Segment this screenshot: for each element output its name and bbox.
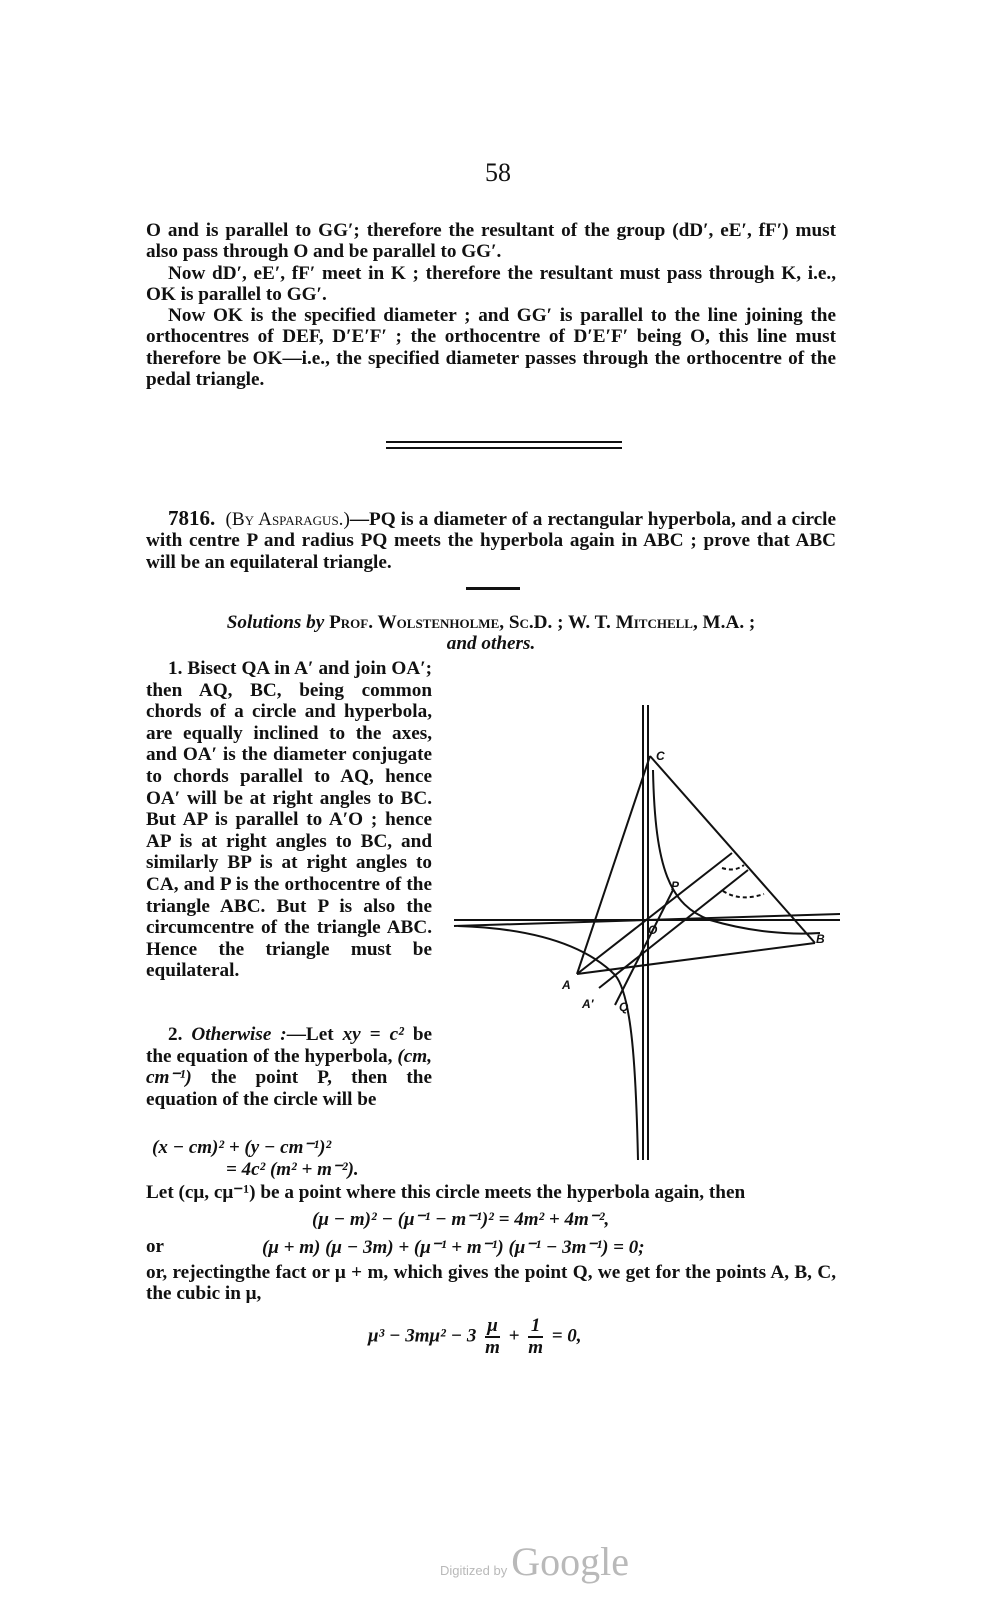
solvers [146, 612, 836, 655]
problem-text: —PQ is a diameter of a rectangular hyperbola, and a circle with centre P and radius PQ meets the hyperbola again in ABC ; prove that ABC will be an equilateral triangle. [146, 509, 836, 573]
angle-mark-2 [723, 891, 764, 897]
paragraph: Let (cμ, cμ⁻¹) be a point where this circle meets the hyperbola again, then [146, 1182, 746, 1203]
hyperbola-figure [430, 670, 840, 1160]
text: —Let [286, 1024, 343, 1045]
problem-author: (By Asparagus.) [225, 509, 350, 530]
equation-circle-rhs: = 4c² (m² + m⁻²). [226, 1159, 359, 1180]
cubic-right: = 0, [551, 1325, 582, 1347]
side-CB [650, 756, 815, 943]
solution-1-text: 1. Bisect QA in A′ and join OA′; then AQ, BC, being common chords of a circle and hyperbola, are equally inclined to the axes, and OA′ is the diameter conjugate to chords parallel to AQ, hence OA′ will be at right angles to BC. But AP is parallel to A′O ; hence AP is at right angles to BC, and similarly BP is at right angles to CA, and P is the orthocentre of the triangle ABC. But P is also the circumcentre of the triangle ABC. Hence the triangle must be equilateral. [146, 658, 432, 982]
equation-cubic [368, 1316, 582, 1358]
continuation-text [146, 220, 836, 390]
denominator: m [485, 1337, 500, 1358]
rejecting-line [146, 1262, 836, 1305]
paragraph: Now OK is the specified diameter ; and GG′ is parallel to the line joining the orthocentres of DEF, D′E′F′ ; the orthocentre of D′E′F′ being O, this line must therefore be OK—i.e., the specified diameter passes through the orthocentre of the pedal triangle. [146, 305, 836, 391]
angle-mark-1 [722, 865, 744, 869]
hyperbola-lower [458, 926, 638, 1160]
equation-inline: xy = c² [342, 1024, 404, 1045]
watermark-logo: Google [511, 1539, 629, 1584]
label-O: O [648, 923, 658, 937]
page-number: 58 [485, 158, 511, 187]
let-line [146, 1182, 836, 1203]
fraction [528, 1316, 543, 1358]
paragraph: Now dD′, eE′, fF′ meet in K ; therefore the resultant must pass through K, i.e., OK is parallel to GG′. [146, 262, 836, 305]
and-others: and others. [446, 633, 536, 655]
label-Q: Q [619, 1000, 629, 1014]
numerator: 1 [528, 1316, 543, 1338]
equation-3: (μ + m) (μ − 3m) + (μ⁻¹ + m⁻¹) (μ⁻¹ − 3m⁻¹) = 0; [262, 1237, 645, 1258]
double-rule-top [386, 441, 622, 443]
otherwise-label: Otherwise : [191, 1024, 287, 1045]
side-AB [577, 943, 815, 974]
label-C: C [656, 749, 665, 763]
double-rule-bottom [386, 447, 622, 449]
solver-names: Prof. Wolstenholme, Sc.D. ; W. T. Mitchell, M.A. ; [329, 612, 756, 633]
cubic-left: μ³ − 3mμ² − 3 [368, 1325, 477, 1347]
paragraph: O and is parallel to GG′; therefore the resultant of the group (dD′, eE′, fF′) must also pass through O and be parallel to GG′. [146, 220, 836, 263]
solutions-by-label: Solutions by [226, 612, 325, 633]
side-CA [577, 756, 650, 974]
equation-2: (μ − m)² − (μ⁻¹ − m⁻¹)² = 4m² + 4m⁻², [312, 1209, 610, 1230]
google-watermark [440, 1538, 629, 1585]
solution-2-number: 2. [168, 1024, 183, 1045]
or-label: or [146, 1236, 164, 1257]
problem-statement [146, 508, 836, 573]
fraction [485, 1316, 500, 1358]
watermark-small: Digitized by [440, 1563, 508, 1578]
equation-circle-lhs: (x − cm)² + (y − cm⁻¹)² [152, 1137, 332, 1158]
paragraph: or, rejectingthe fact or μ + m, which gives the point Q, we get for the points A, B, C, the cubic in μ, [146, 1262, 836, 1305]
numerator: μ [485, 1316, 500, 1338]
text: the point P, then the equation of the circle will be [146, 1067, 432, 1110]
hyperbola-upper [653, 770, 820, 934]
problem-number: 7816. [168, 506, 216, 530]
denominator: m [528, 1337, 543, 1358]
short-rule [466, 587, 520, 590]
equation-inline: (cm, cm⁻¹) [146, 1045, 432, 1089]
text: be the equation of the hyperbola, [146, 1024, 433, 1067]
label-A: A [562, 978, 571, 992]
solution-1 [146, 658, 432, 982]
solution-2 [146, 1024, 432, 1110]
plus: + [508, 1325, 520, 1347]
label-B: B [816, 932, 825, 946]
label-P: P [671, 879, 680, 893]
label-A-prime: A′ [582, 997, 594, 1011]
